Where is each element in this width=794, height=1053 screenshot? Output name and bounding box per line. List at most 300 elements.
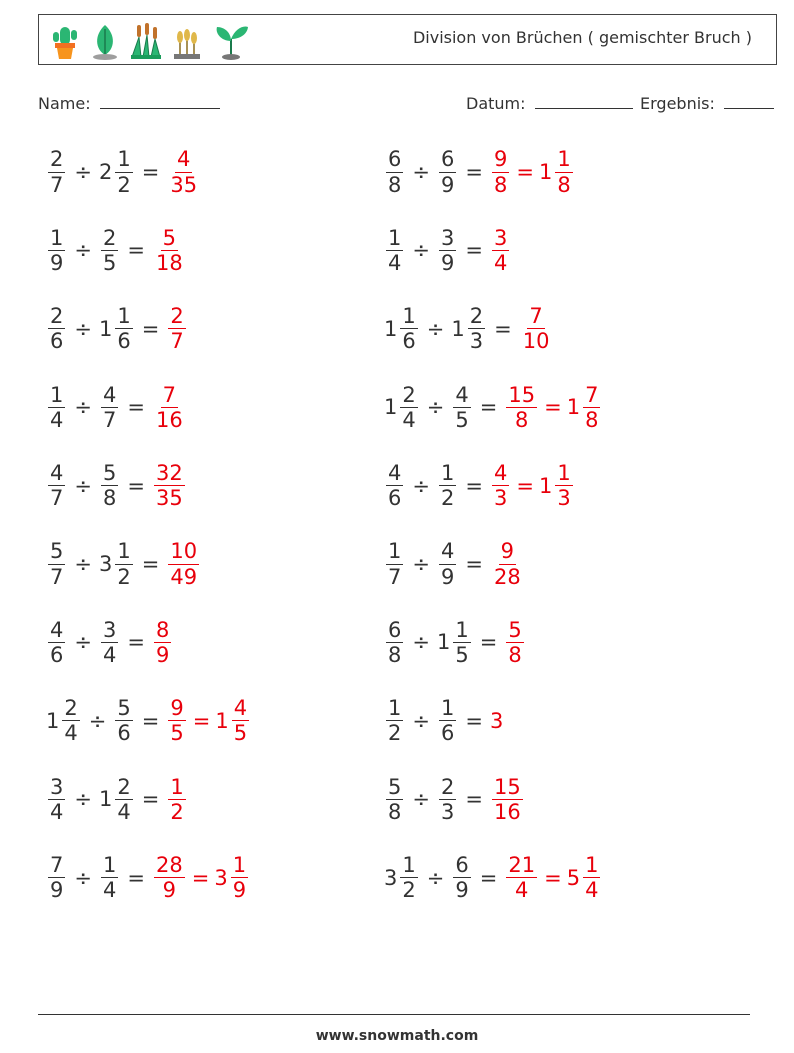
answer-improper-fraction bbox=[168, 697, 185, 744]
answer-improper-denominator: 49 bbox=[170, 564, 198, 589]
dividend-numerator: 2 bbox=[50, 304, 64, 329]
divisor-fraction bbox=[101, 619, 118, 666]
dividend-numerator: 7 bbox=[50, 853, 64, 878]
answer-improper-fraction bbox=[506, 384, 537, 431]
divide-sign: ÷ bbox=[74, 865, 92, 890]
answer-improper-fraction bbox=[168, 148, 199, 195]
divisor bbox=[99, 384, 120, 431]
problem-item bbox=[384, 456, 575, 516]
answer bbox=[152, 462, 187, 509]
equals-sign: = bbox=[127, 473, 145, 498]
answer-improper-fraction bbox=[492, 540, 523, 587]
divisor-fraction bbox=[453, 854, 470, 901]
problem-item bbox=[46, 456, 187, 516]
equals-sign: = bbox=[127, 238, 145, 263]
equals-sign: = bbox=[465, 238, 483, 263]
divisor-fraction bbox=[453, 384, 470, 431]
equals-sign: = bbox=[479, 395, 498, 420]
divisor-numerator: 1 bbox=[440, 696, 455, 721]
answer-improper bbox=[519, 305, 554, 352]
answer-improper-denominator: 16 bbox=[493, 799, 521, 824]
problem-item bbox=[46, 534, 201, 594]
divide-sign: ÷ bbox=[74, 787, 92, 812]
dividend-fraction bbox=[48, 540, 65, 587]
dividend-fraction bbox=[48, 384, 65, 431]
divisor-numerator: 3 bbox=[102, 617, 117, 642]
divisor-fraction bbox=[439, 776, 456, 823]
divisor-numerator: 4 bbox=[455, 382, 469, 407]
answer-improper bbox=[152, 462, 187, 509]
divide-sign: ÷ bbox=[74, 473, 92, 498]
divisor-denominator: 3 bbox=[440, 799, 455, 824]
problem-item bbox=[46, 220, 187, 280]
dividend-denominator: 4 bbox=[402, 407, 416, 432]
equals-sign: = bbox=[141, 552, 160, 576]
dividend-denominator: 9 bbox=[50, 250, 64, 275]
name-blank[interactable] bbox=[100, 92, 220, 109]
divisor-fraction bbox=[101, 227, 118, 274]
dividend-denominator: 4 bbox=[50, 799, 64, 824]
answer-improper-fraction bbox=[492, 227, 509, 274]
problem-item bbox=[384, 220, 511, 280]
divisor-fraction bbox=[439, 697, 456, 744]
dividend-numerator: 4 bbox=[50, 461, 64, 486]
equals-sign: = bbox=[127, 865, 145, 890]
worksheet-title: Division von Brüchen ( gemischter Bruch ) bbox=[412, 28, 752, 47]
answer-improper bbox=[490, 227, 511, 274]
dividend bbox=[384, 697, 405, 744]
answer-mixed-denominator: 5 bbox=[233, 721, 248, 746]
divisor-numerator: 5 bbox=[102, 461, 117, 486]
answer-equals-sign: = bbox=[516, 473, 534, 498]
divisor-denominator: 9 bbox=[455, 878, 469, 903]
answer-improper-fraction bbox=[154, 462, 185, 509]
answer-improper-denominator: 35 bbox=[155, 486, 183, 511]
divisor-numerator: 4 bbox=[440, 539, 455, 564]
dividend-denominator: 9 bbox=[50, 878, 64, 903]
problem-item bbox=[384, 691, 503, 751]
answer-improper-denominator: 7 bbox=[170, 329, 184, 354]
divisor-whole: 2 bbox=[98, 160, 113, 184]
divisor bbox=[99, 462, 120, 509]
divisor bbox=[437, 227, 458, 274]
dividend bbox=[384, 148, 405, 195]
dividend-numerator: 5 bbox=[388, 774, 402, 799]
problem-item bbox=[384, 299, 553, 359]
answer-mixed-numerator: 4 bbox=[233, 696, 248, 721]
divisor-fraction bbox=[115, 540, 132, 587]
divisor-denominator: 5 bbox=[455, 407, 469, 432]
divisor-numerator: 1 bbox=[440, 461, 455, 486]
divisor-numerator: 2 bbox=[117, 774, 131, 799]
date-field[interactable] bbox=[466, 92, 633, 113]
dividend-fraction bbox=[62, 697, 79, 744]
result-label: Ergebnis: bbox=[640, 94, 715, 113]
answer-mixed-whole: 1 bbox=[215, 708, 229, 733]
divisor-denominator: 6 bbox=[117, 721, 131, 746]
dividend-numerator: 1 bbox=[388, 696, 402, 721]
answer-mixed-fraction bbox=[555, 148, 572, 195]
divisor-denominator: 2 bbox=[117, 564, 131, 589]
answer-improper bbox=[490, 462, 511, 509]
divide-sign: ÷ bbox=[74, 316, 92, 341]
dividend-denominator: 7 bbox=[388, 564, 402, 589]
reeds-icon bbox=[129, 21, 163, 61]
answer bbox=[490, 776, 525, 823]
answer-mixed-denominator: 9 bbox=[232, 878, 247, 903]
dividend bbox=[46, 776, 67, 823]
dividend bbox=[46, 305, 67, 352]
divisor-numerator: 1 bbox=[117, 304, 131, 329]
dividend bbox=[384, 227, 405, 274]
answer-mixed-numerator: 1 bbox=[557, 461, 571, 486]
cactus-pot-icon bbox=[49, 21, 81, 61]
answer-improper-denominator: 4 bbox=[515, 878, 529, 903]
divisor-numerator: 1 bbox=[117, 539, 131, 564]
dividend-denominator: 2 bbox=[402, 878, 416, 903]
date-blank[interactable] bbox=[535, 92, 633, 109]
answer bbox=[490, 148, 575, 195]
problem-item bbox=[384, 377, 602, 437]
dividend-numerator: 6 bbox=[388, 617, 402, 642]
divisor bbox=[451, 854, 472, 901]
leaf-icon bbox=[89, 21, 121, 61]
dividend bbox=[384, 305, 420, 352]
divisor bbox=[99, 776, 135, 823]
answer-improper-fraction bbox=[154, 619, 171, 666]
dividend bbox=[384, 384, 420, 431]
divisor-denominator: 5 bbox=[102, 250, 117, 275]
divisor-fraction bbox=[468, 305, 485, 352]
dividend bbox=[46, 697, 82, 744]
divisor bbox=[113, 697, 134, 744]
divisor-denominator: 4 bbox=[117, 799, 131, 824]
divisor-denominator: 7 bbox=[102, 407, 117, 432]
worksheet-header bbox=[38, 14, 777, 65]
dividend-fraction bbox=[386, 697, 403, 744]
answer-improper-denominator: 4 bbox=[493, 250, 508, 275]
answer-improper-denominator: 28 bbox=[493, 564, 521, 589]
divide-sign: ÷ bbox=[412, 630, 430, 655]
divisor-fraction bbox=[115, 697, 132, 744]
dividend-fraction bbox=[48, 854, 65, 901]
answer-improper bbox=[166, 148, 201, 195]
dividend bbox=[46, 227, 67, 274]
problem-item bbox=[46, 142, 201, 202]
dividend-denominator: 2 bbox=[388, 721, 402, 746]
answer-improper-numerator: 9 bbox=[170, 696, 184, 721]
divisor-numerator: 6 bbox=[440, 147, 455, 172]
answer bbox=[152, 854, 250, 901]
divisor-numerator: 2 bbox=[469, 304, 484, 329]
answer-mixed bbox=[539, 148, 575, 195]
answer-mixed-denominator: 8 bbox=[585, 407, 599, 432]
answer-improper-fraction bbox=[168, 540, 199, 587]
divisor-denominator: 9 bbox=[440, 172, 455, 197]
dividend-denominator: 8 bbox=[388, 172, 402, 197]
divisor bbox=[437, 697, 458, 744]
answer-improper-numerator: 15 bbox=[508, 382, 536, 407]
problem-item bbox=[384, 612, 526, 672]
divisor-denominator: 2 bbox=[440, 486, 455, 511]
answer-mixed bbox=[567, 854, 603, 901]
answer bbox=[490, 227, 511, 274]
divisor bbox=[437, 462, 458, 509]
problem-item bbox=[46, 377, 187, 437]
divisor bbox=[99, 854, 120, 901]
dividend bbox=[46, 148, 67, 195]
answer-improper bbox=[152, 227, 187, 274]
answer-improper-numerator: 28 bbox=[155, 853, 183, 878]
answer-mixed-denominator: 8 bbox=[557, 172, 571, 197]
equals-sign: = bbox=[141, 708, 160, 733]
answer-improper-numerator: 7 bbox=[162, 382, 177, 407]
divisor-denominator: 9 bbox=[440, 250, 455, 275]
divisor-whole: 3 bbox=[98, 552, 113, 576]
dividend-denominator: 4 bbox=[388, 250, 402, 275]
answer-improper-fraction bbox=[154, 854, 185, 901]
dividend-numerator: 2 bbox=[402, 382, 416, 407]
problem-item bbox=[384, 142, 575, 202]
answer bbox=[166, 697, 251, 744]
answer bbox=[166, 776, 187, 823]
dividend bbox=[384, 462, 405, 509]
equals-sign: = bbox=[465, 787, 483, 812]
divisor-denominator: 6 bbox=[440, 721, 455, 746]
divide-sign: ÷ bbox=[74, 238, 92, 263]
answer-improper bbox=[504, 619, 525, 666]
answer-mixed-numerator: 1 bbox=[585, 853, 599, 878]
divisor bbox=[99, 540, 135, 587]
answer-improper bbox=[504, 384, 539, 431]
answer-equals-sign: = bbox=[516, 160, 534, 184]
answer-improper bbox=[504, 854, 539, 901]
equals-sign: = bbox=[479, 630, 498, 655]
answer-improper-denominator: 9 bbox=[155, 642, 170, 667]
dividend-denominator: 8 bbox=[388, 642, 402, 667]
dividend-whole: 1 bbox=[384, 395, 398, 420]
divisor-numerator: 1 bbox=[117, 147, 131, 172]
divisor bbox=[437, 148, 458, 195]
dividend-numerator: 1 bbox=[402, 304, 416, 329]
divisor bbox=[437, 540, 458, 587]
divide-sign: ÷ bbox=[426, 395, 445, 420]
answer-mixed-whole: 5 bbox=[566, 865, 581, 890]
dividend-numerator: 6 bbox=[388, 147, 402, 172]
divisor-fraction bbox=[439, 540, 456, 587]
dividend-fraction bbox=[400, 384, 417, 431]
dividend-fraction bbox=[386, 227, 403, 274]
problem-item bbox=[46, 299, 188, 359]
answer-improper-numerator: 9 bbox=[493, 147, 508, 172]
result-blank[interactable] bbox=[724, 92, 774, 109]
divisor-fraction bbox=[453, 619, 470, 666]
answer-improper-numerator: 10 bbox=[170, 539, 198, 564]
divisor-fraction bbox=[101, 462, 118, 509]
answer-improper-denominator: 2 bbox=[170, 799, 184, 824]
divisor-numerator: 5 bbox=[117, 696, 131, 721]
divisor-denominator: 5 bbox=[455, 642, 469, 667]
answer-improper-fraction bbox=[521, 305, 552, 352]
dividend-denominator: 7 bbox=[50, 486, 64, 511]
answer-improper-numerator: 4 bbox=[177, 147, 191, 172]
divisor-fraction bbox=[101, 384, 118, 431]
dividend-fraction bbox=[48, 619, 65, 666]
divisor bbox=[451, 305, 487, 352]
answer-improper-numerator: 3 bbox=[493, 225, 508, 250]
answer-mixed bbox=[567, 384, 603, 431]
answer bbox=[166, 305, 187, 352]
answer-mixed bbox=[215, 697, 251, 744]
answer bbox=[490, 462, 575, 509]
divide-sign: ÷ bbox=[88, 708, 107, 733]
answer-improper-fraction bbox=[492, 462, 509, 509]
answer-mixed-denominator: 4 bbox=[585, 878, 599, 903]
divisor bbox=[99, 148, 135, 195]
answer bbox=[504, 384, 602, 431]
answer-mixed-whole: 3 bbox=[214, 865, 228, 890]
answer-mixed-whole: 1 bbox=[566, 395, 581, 420]
dividend bbox=[46, 384, 67, 431]
answer-improper-denominator: 8 bbox=[508, 642, 522, 667]
dividend-numerator: 1 bbox=[402, 853, 416, 878]
equals-sign: = bbox=[141, 316, 160, 341]
answer-mixed-numerator: 1 bbox=[232, 853, 247, 878]
divide-sign: ÷ bbox=[426, 316, 445, 341]
answer-mixed-numerator: 1 bbox=[557, 147, 571, 172]
divisor-denominator: 3 bbox=[469, 329, 484, 354]
dividend-numerator: 5 bbox=[50, 539, 64, 564]
divisor-denominator: 6 bbox=[117, 329, 131, 354]
divisor-denominator: 2 bbox=[117, 172, 131, 197]
answer-improper-fraction bbox=[492, 776, 523, 823]
dividend-numerator: 1 bbox=[50, 382, 64, 407]
dividend-denominator: 4 bbox=[50, 407, 64, 432]
divide-sign: ÷ bbox=[74, 552, 92, 576]
dividend-fraction bbox=[386, 148, 403, 195]
answer-improper-denominator: 16 bbox=[155, 407, 183, 432]
divisor-numerator: 4 bbox=[102, 382, 117, 407]
divisor-fraction bbox=[439, 227, 456, 274]
dividend bbox=[384, 619, 405, 666]
answer-mixed bbox=[539, 462, 575, 509]
dividend-whole: 1 bbox=[384, 316, 398, 341]
answer-improper-numerator: 32 bbox=[155, 461, 183, 486]
name-field[interactable] bbox=[38, 92, 220, 113]
equals-sign: = bbox=[465, 552, 483, 576]
dividend-whole: 1 bbox=[46, 708, 60, 733]
divisor-numerator: 3 bbox=[440, 225, 455, 250]
equals-sign: = bbox=[127, 630, 145, 655]
equals-sign: = bbox=[465, 160, 483, 184]
answer bbox=[166, 540, 201, 587]
divisor bbox=[437, 619, 473, 666]
answer-improper bbox=[490, 148, 511, 195]
divisor-fraction bbox=[115, 776, 132, 823]
dividend-fraction bbox=[48, 227, 65, 274]
answer-improper-numerator: 15 bbox=[493, 774, 521, 799]
answer-improper bbox=[166, 305, 187, 352]
dividend bbox=[384, 776, 405, 823]
dividend-fraction bbox=[386, 540, 403, 587]
answer-equals-sign: = bbox=[191, 865, 210, 890]
answer-improper-fraction bbox=[506, 619, 523, 666]
answer-mixed-fraction bbox=[583, 854, 600, 901]
name-label: Name: bbox=[38, 94, 91, 113]
divisor-numerator: 1 bbox=[455, 617, 469, 642]
equals-sign: = bbox=[494, 316, 512, 341]
equals-sign: = bbox=[127, 395, 145, 420]
dividend bbox=[46, 462, 67, 509]
wheat-icon bbox=[171, 21, 203, 61]
answer-mixed-whole: 1 bbox=[538, 160, 553, 184]
divisor-whole: 1 bbox=[451, 316, 465, 341]
divisor-whole: 1 bbox=[98, 316, 113, 341]
dividend-numerator: 1 bbox=[388, 225, 402, 250]
problem-item bbox=[46, 848, 250, 908]
answer-mixed-fraction bbox=[232, 697, 249, 744]
divide-sign: ÷ bbox=[412, 708, 430, 733]
date-label: Datum: bbox=[466, 94, 526, 113]
problem-item bbox=[46, 691, 251, 751]
problem-item bbox=[46, 769, 188, 829]
answer-mixed-numerator: 7 bbox=[585, 382, 599, 407]
divide-sign: ÷ bbox=[412, 552, 430, 576]
divisor-fraction bbox=[115, 305, 132, 352]
answer-improper bbox=[152, 384, 187, 431]
answer-improper bbox=[152, 854, 187, 901]
answer-equals-sign: = bbox=[192, 708, 211, 733]
problem-item bbox=[384, 848, 602, 908]
divisor-fraction bbox=[115, 148, 132, 195]
answer bbox=[519, 305, 554, 352]
answer bbox=[504, 619, 525, 666]
answer-mixed-denominator: 3 bbox=[557, 486, 571, 511]
answer bbox=[152, 619, 173, 666]
divisor-numerator: 1 bbox=[102, 853, 117, 878]
sprout-icon bbox=[211, 21, 251, 61]
answer-mixed-fraction bbox=[555, 462, 572, 509]
divisor-denominator: 4 bbox=[102, 878, 117, 903]
divisor-numerator: 2 bbox=[440, 774, 455, 799]
dividend-fraction bbox=[400, 854, 417, 901]
answer bbox=[490, 709, 503, 733]
answer-improper-numerator: 2 bbox=[170, 304, 184, 329]
answer-mixed-fraction bbox=[231, 854, 248, 901]
answer-improper-fraction bbox=[492, 148, 509, 195]
dividend-fraction bbox=[386, 619, 403, 666]
answer-improper-fraction bbox=[168, 305, 185, 352]
answer-improper-numerator: 21 bbox=[508, 853, 536, 878]
footer-divider bbox=[38, 1014, 750, 1015]
equals-sign: = bbox=[465, 473, 483, 498]
divisor-whole: 1 bbox=[436, 630, 451, 655]
divisor-fraction bbox=[439, 462, 456, 509]
result-field[interactable] bbox=[640, 92, 774, 113]
answer-improper-fraction bbox=[154, 384, 185, 431]
dividend-denominator: 4 bbox=[64, 721, 78, 746]
divisor-denominator: 8 bbox=[102, 486, 117, 511]
answer-mixed bbox=[214, 854, 250, 901]
answer-improper-fraction bbox=[168, 776, 185, 823]
answer-mixed-fraction bbox=[583, 384, 600, 431]
dividend-denominator: 6 bbox=[50, 642, 64, 667]
divisor-denominator: 4 bbox=[102, 642, 117, 667]
dividend bbox=[46, 619, 67, 666]
equals-sign: = bbox=[465, 708, 483, 733]
answer-improper-denominator: 3 bbox=[493, 486, 508, 511]
answer-improper-numerator: 5 bbox=[162, 225, 177, 250]
